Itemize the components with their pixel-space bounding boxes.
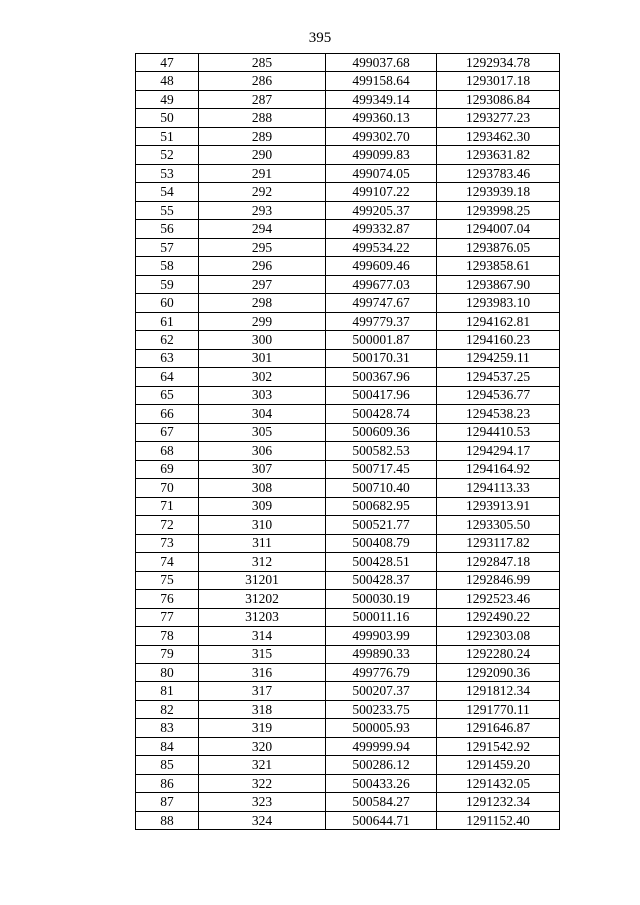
x-coordinate-cell: 500030.19 <box>326 590 437 608</box>
x-coordinate-cell: 499107.22 <box>326 183 437 201</box>
table-row <box>136 312 560 330</box>
x-coordinate-cell: 500286.12 <box>326 756 437 774</box>
point-number-cell: 287 <box>199 90 326 108</box>
row-index-cell: 49 <box>136 90 199 108</box>
point-number-cell: 312 <box>199 553 326 571</box>
row-index-cell: 62 <box>136 331 199 349</box>
y-coordinate-cell: 1292280.24 <box>437 645 560 663</box>
x-coordinate-cell: 499779.37 <box>326 312 437 330</box>
row-index-cell: 72 <box>136 516 199 534</box>
point-number-cell: 285 <box>199 54 326 72</box>
point-number-cell: 300 <box>199 331 326 349</box>
x-coordinate-cell: 499890.33 <box>326 645 437 663</box>
y-coordinate-cell: 1293017.18 <box>437 72 560 90</box>
table-row <box>136 257 560 275</box>
row-index-cell: 59 <box>136 275 199 293</box>
row-index-cell: 77 <box>136 608 199 626</box>
table-row <box>136 663 560 681</box>
y-coordinate-cell: 1292847.18 <box>437 553 560 571</box>
row-index-cell: 74 <box>136 553 199 571</box>
point-number-cell: 320 <box>199 737 326 755</box>
table-row <box>136 793 560 811</box>
point-number-cell: 324 <box>199 811 326 829</box>
row-index-cell: 54 <box>136 183 199 201</box>
y-coordinate-cell: 1293462.30 <box>437 127 560 145</box>
x-coordinate-cell: 500710.40 <box>326 479 437 497</box>
row-index-cell: 80 <box>136 663 199 681</box>
table-row <box>136 608 560 626</box>
row-index-cell: 84 <box>136 737 199 755</box>
y-coordinate-cell: 1294164.92 <box>437 460 560 478</box>
y-coordinate-cell: 1293783.46 <box>437 164 560 182</box>
point-number-cell: 31202 <box>199 590 326 608</box>
x-coordinate-cell: 500717.45 <box>326 460 437 478</box>
y-coordinate-cell: 1294537.25 <box>437 368 560 386</box>
y-coordinate-cell: 1294160.23 <box>437 331 560 349</box>
point-number-cell: 303 <box>199 386 326 404</box>
table-row <box>136 349 560 367</box>
y-coordinate-cell: 1293305.50 <box>437 516 560 534</box>
point-number-cell: 286 <box>199 72 326 90</box>
row-index-cell: 78 <box>136 627 199 645</box>
y-coordinate-cell: 1293086.84 <box>437 90 560 108</box>
point-number-cell: 307 <box>199 460 326 478</box>
x-coordinate-cell: 500582.53 <box>326 442 437 460</box>
table-row <box>136 700 560 718</box>
point-number-cell: 295 <box>199 238 326 256</box>
coordinates-table <box>135 53 560 830</box>
y-coordinate-cell: 1293913.91 <box>437 497 560 515</box>
row-index-cell: 71 <box>136 497 199 515</box>
y-coordinate-cell: 1293631.82 <box>437 146 560 164</box>
page-number: 395 <box>308 30 332 46</box>
row-index-cell: 65 <box>136 386 199 404</box>
table-row <box>136 460 560 478</box>
point-number-cell: 321 <box>199 756 326 774</box>
table-row <box>136 72 560 90</box>
table-row <box>136 164 560 182</box>
y-coordinate-cell: 1293867.90 <box>437 275 560 293</box>
y-coordinate-cell: 1293998.25 <box>437 201 560 219</box>
table-row <box>136 423 560 441</box>
point-number-cell: 301 <box>199 349 326 367</box>
y-coordinate-cell: 1291646.87 <box>437 719 560 737</box>
point-number-cell: 302 <box>199 368 326 386</box>
x-coordinate-cell: 500433.26 <box>326 774 437 792</box>
x-coordinate-cell: 500584.27 <box>326 793 437 811</box>
row-index-cell: 66 <box>136 405 199 423</box>
row-index-cell: 47 <box>136 54 199 72</box>
y-coordinate-cell: 1292846.99 <box>437 571 560 589</box>
table-row <box>136 183 560 201</box>
table-row <box>136 627 560 645</box>
point-number-cell: 304 <box>199 405 326 423</box>
point-number-cell: 318 <box>199 700 326 718</box>
y-coordinate-cell: 1292303.08 <box>437 627 560 645</box>
x-coordinate-cell: 499037.68 <box>326 54 437 72</box>
x-coordinate-cell: 500011.16 <box>326 608 437 626</box>
x-coordinate-cell: 499534.22 <box>326 238 437 256</box>
x-coordinate-cell: 500609.36 <box>326 423 437 441</box>
point-number-cell: 288 <box>199 109 326 127</box>
row-index-cell: 85 <box>136 756 199 774</box>
row-index-cell: 70 <box>136 479 199 497</box>
point-number-cell: 31201 <box>199 571 326 589</box>
row-index-cell: 63 <box>136 349 199 367</box>
y-coordinate-cell: 1291770.11 <box>437 700 560 718</box>
row-index-cell: 76 <box>136 590 199 608</box>
y-coordinate-cell: 1294536.77 <box>437 386 560 404</box>
row-index-cell: 58 <box>136 257 199 275</box>
y-coordinate-cell: 1293983.10 <box>437 294 560 312</box>
y-coordinate-cell: 1294007.04 <box>437 220 560 238</box>
row-index-cell: 79 <box>136 645 199 663</box>
row-index-cell: 83 <box>136 719 199 737</box>
point-number-cell: 297 <box>199 275 326 293</box>
y-coordinate-cell: 1293858.61 <box>437 257 560 275</box>
point-number-cell: 322 <box>199 774 326 792</box>
x-coordinate-cell: 500367.96 <box>326 368 437 386</box>
row-index-cell: 50 <box>136 109 199 127</box>
x-coordinate-cell: 500170.31 <box>326 349 437 367</box>
point-number-cell: 310 <box>199 516 326 534</box>
table-row <box>136 368 560 386</box>
row-index-cell: 52 <box>136 146 199 164</box>
y-coordinate-cell: 1294294.17 <box>437 442 560 460</box>
row-index-cell: 48 <box>136 72 199 90</box>
x-coordinate-cell: 499677.03 <box>326 275 437 293</box>
y-coordinate-cell: 1294162.81 <box>437 312 560 330</box>
table-row <box>136 682 560 700</box>
x-coordinate-cell: 499302.70 <box>326 127 437 145</box>
y-coordinate-cell: 1294410.53 <box>437 423 560 441</box>
table-row <box>136 479 560 497</box>
point-number-cell: 294 <box>199 220 326 238</box>
y-coordinate-cell: 1293117.82 <box>437 534 560 552</box>
table-row <box>136 553 560 571</box>
table-row <box>136 719 560 737</box>
row-index-cell: 88 <box>136 811 199 829</box>
table-row <box>136 201 560 219</box>
table-row <box>136 590 560 608</box>
x-coordinate-cell: 499074.05 <box>326 164 437 182</box>
row-index-cell: 82 <box>136 700 199 718</box>
point-number-cell: 31203 <box>199 608 326 626</box>
row-index-cell: 75 <box>136 571 199 589</box>
table-row <box>136 109 560 127</box>
table-row <box>136 774 560 792</box>
y-coordinate-cell: 1291232.34 <box>437 793 560 811</box>
table-row <box>136 238 560 256</box>
table-row <box>136 516 560 534</box>
x-coordinate-cell: 500428.37 <box>326 571 437 589</box>
x-coordinate-cell: 500408.79 <box>326 534 437 552</box>
table-row <box>136 275 560 293</box>
table-row <box>136 386 560 404</box>
row-index-cell: 69 <box>136 460 199 478</box>
point-number-cell: 296 <box>199 257 326 275</box>
x-coordinate-cell: 499609.46 <box>326 257 437 275</box>
x-coordinate-cell: 500428.74 <box>326 405 437 423</box>
x-coordinate-cell: 500644.71 <box>326 811 437 829</box>
x-coordinate-cell: 500521.77 <box>326 516 437 534</box>
x-coordinate-cell: 500005.93 <box>326 719 437 737</box>
row-index-cell: 51 <box>136 127 199 145</box>
table-row <box>136 811 560 829</box>
table-row <box>136 534 560 552</box>
table-row <box>136 220 560 238</box>
y-coordinate-cell: 1294538.23 <box>437 405 560 423</box>
row-index-cell: 55 <box>136 201 199 219</box>
table-row <box>136 405 560 423</box>
table-row <box>136 645 560 663</box>
x-coordinate-cell: 499349.14 <box>326 90 437 108</box>
x-coordinate-cell: 499099.83 <box>326 146 437 164</box>
point-number-cell: 323 <box>199 793 326 811</box>
point-number-cell: 308 <box>199 479 326 497</box>
row-index-cell: 64 <box>136 368 199 386</box>
x-coordinate-cell: 499776.79 <box>326 663 437 681</box>
point-number-cell: 309 <box>199 497 326 515</box>
point-number-cell: 299 <box>199 312 326 330</box>
x-coordinate-cell: 499903.99 <box>326 627 437 645</box>
x-coordinate-cell: 499332.87 <box>326 220 437 238</box>
x-coordinate-cell: 499360.13 <box>326 109 437 127</box>
y-coordinate-cell: 1291542.92 <box>437 737 560 755</box>
row-index-cell: 61 <box>136 312 199 330</box>
point-number-cell: 311 <box>199 534 326 552</box>
x-coordinate-cell: 499158.64 <box>326 72 437 90</box>
point-number-cell: 290 <box>199 146 326 164</box>
x-coordinate-cell: 499205.37 <box>326 201 437 219</box>
y-coordinate-cell: 1293939.18 <box>437 183 560 201</box>
point-number-cell: 305 <box>199 423 326 441</box>
y-coordinate-cell: 1291432.05 <box>437 774 560 792</box>
table-row <box>136 146 560 164</box>
y-coordinate-cell: 1293876.05 <box>437 238 560 256</box>
row-index-cell: 86 <box>136 774 199 792</box>
table-row <box>136 497 560 515</box>
x-coordinate-cell: 500233.75 <box>326 700 437 718</box>
y-coordinate-cell: 1292934.78 <box>437 54 560 72</box>
row-index-cell: 67 <box>136 423 199 441</box>
point-number-cell: 306 <box>199 442 326 460</box>
x-coordinate-cell: 500428.51 <box>326 553 437 571</box>
row-index-cell: 57 <box>136 238 199 256</box>
point-number-cell: 319 <box>199 719 326 737</box>
point-number-cell: 293 <box>199 201 326 219</box>
row-index-cell: 87 <box>136 793 199 811</box>
table-row <box>136 127 560 145</box>
row-index-cell: 81 <box>136 682 199 700</box>
x-coordinate-cell: 500682.95 <box>326 497 437 515</box>
table-row <box>136 442 560 460</box>
point-number-cell: 292 <box>199 183 326 201</box>
row-index-cell: 56 <box>136 220 199 238</box>
y-coordinate-cell: 1291152.40 <box>437 811 560 829</box>
table-row <box>136 331 560 349</box>
point-number-cell: 317 <box>199 682 326 700</box>
coordinates-table-body <box>136 54 560 830</box>
point-number-cell: 291 <box>199 164 326 182</box>
point-number-cell: 316 <box>199 663 326 681</box>
y-coordinate-cell: 1291812.34 <box>437 682 560 700</box>
point-number-cell: 298 <box>199 294 326 312</box>
table-row <box>136 737 560 755</box>
point-number-cell: 315 <box>199 645 326 663</box>
x-coordinate-cell: 499747.67 <box>326 294 437 312</box>
y-coordinate-cell: 1291459.20 <box>437 756 560 774</box>
y-coordinate-cell: 1292490.22 <box>437 608 560 626</box>
x-coordinate-cell: 500417.96 <box>326 386 437 404</box>
y-coordinate-cell: 1292523.46 <box>437 590 560 608</box>
row-index-cell: 73 <box>136 534 199 552</box>
point-number-cell: 314 <box>199 627 326 645</box>
y-coordinate-cell: 1294259.11 <box>437 349 560 367</box>
row-index-cell: 53 <box>136 164 199 182</box>
y-coordinate-cell: 1294113.33 <box>437 479 560 497</box>
y-coordinate-cell: 1293277.23 <box>437 109 560 127</box>
table-row <box>136 294 560 312</box>
row-index-cell: 68 <box>136 442 199 460</box>
table-row <box>136 90 560 108</box>
row-index-cell: 60 <box>136 294 199 312</box>
table-row <box>136 756 560 774</box>
table-row <box>136 54 560 72</box>
x-coordinate-cell: 499999.94 <box>326 737 437 755</box>
x-coordinate-cell: 500207.37 <box>326 682 437 700</box>
point-number-cell: 289 <box>199 127 326 145</box>
table-row <box>136 571 560 589</box>
y-coordinate-cell: 1292090.36 <box>437 663 560 681</box>
x-coordinate-cell: 500001.87 <box>326 331 437 349</box>
